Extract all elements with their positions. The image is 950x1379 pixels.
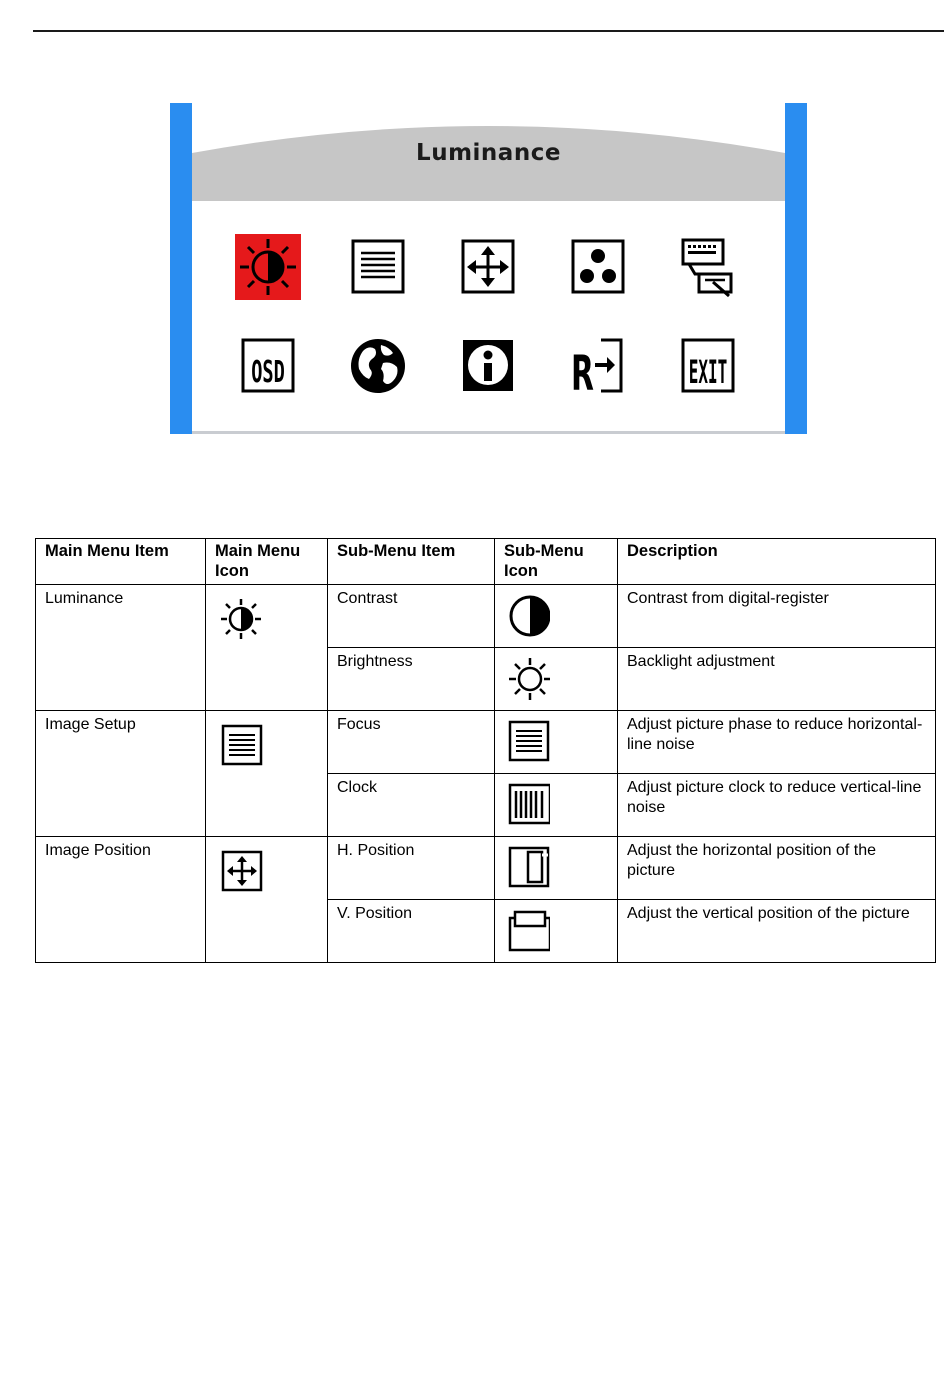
header-main-item: Main Menu Item (36, 539, 206, 585)
contrast-icon (504, 593, 550, 639)
description-cell: Contrast from digital-register (618, 585, 936, 648)
sub-item-cell: Brightness (328, 648, 495, 711)
osd-title: Luminance (416, 140, 561, 166)
main-item-cell: Image Position (36, 837, 206, 963)
v-position-icon (504, 908, 550, 954)
sub-item-cell: Contrast (328, 585, 495, 648)
description-cell: Adjust the horizontal position of the picture (618, 837, 936, 900)
table-header-row (36, 539, 936, 585)
osd-screenshot (170, 103, 807, 434)
menu-table (35, 538, 936, 963)
luminance-icon[interactable] (235, 234, 301, 300)
top-rule (33, 30, 944, 32)
sub-item-cell: H. Position (328, 837, 495, 900)
table-row (36, 837, 936, 900)
exit-icon[interactable] (675, 333, 741, 399)
language-globe-icon[interactable] (345, 333, 411, 399)
sub-item-cell: Clock (328, 774, 495, 837)
description-cell: Backlight adjustment (618, 648, 936, 711)
header-sub-item: Sub-Menu Item (328, 539, 495, 585)
main-item-cell: Luminance (36, 585, 206, 711)
main-item-cell: Image Setup (36, 711, 206, 837)
description-cell: Adjust the vertical position of the picture (618, 900, 936, 963)
clock-icon (504, 782, 550, 828)
reset-icon[interactable] (565, 333, 631, 399)
luminance-icon (219, 597, 263, 643)
main-icon-cell (206, 711, 328, 837)
main-icon-cell (206, 585, 328, 711)
sub-icon-cell (495, 648, 618, 711)
sub-icon-cell (495, 900, 618, 963)
image-position-icon (219, 849, 263, 893)
focus-icon (504, 719, 550, 765)
table-row (36, 711, 936, 774)
osd-bottom-bar (192, 431, 785, 434)
sub-icon-cell (495, 585, 618, 648)
header-description: Description (618, 539, 936, 585)
information-icon[interactable] (455, 333, 521, 399)
image-position-icon[interactable] (455, 234, 521, 300)
sub-icon-cell (495, 774, 618, 837)
input-select-icon[interactable] (675, 234, 741, 300)
h-position-icon (504, 845, 550, 891)
brightness-icon (504, 656, 550, 702)
image-setup-icon (219, 723, 263, 767)
exit-label: EXIT (688, 353, 728, 391)
description-cell: Adjust picture clock to reduce vertical-line noise (618, 774, 936, 837)
sub-item-cell: Focus (328, 711, 495, 774)
sub-icon-cell (495, 837, 618, 900)
image-setup-icon[interactable] (345, 234, 411, 300)
description-cell: Adjust picture phase to reduce horizontal-line noise (618, 711, 936, 774)
main-icon-cell (206, 837, 328, 963)
sub-item-cell: V. Position (328, 900, 495, 963)
header-main-icon: Main Menu Icon (206, 539, 328, 585)
header-sub-icon: Sub-Menu Icon (495, 539, 618, 585)
osd-setup-icon[interactable] (235, 333, 301, 399)
sub-icon-cell (495, 711, 618, 774)
osd-label: OSD (251, 354, 285, 390)
color-icon[interactable] (565, 234, 631, 300)
osd-panel (192, 103, 785, 434)
table-row (36, 585, 936, 648)
reset-label: R (571, 346, 594, 399)
